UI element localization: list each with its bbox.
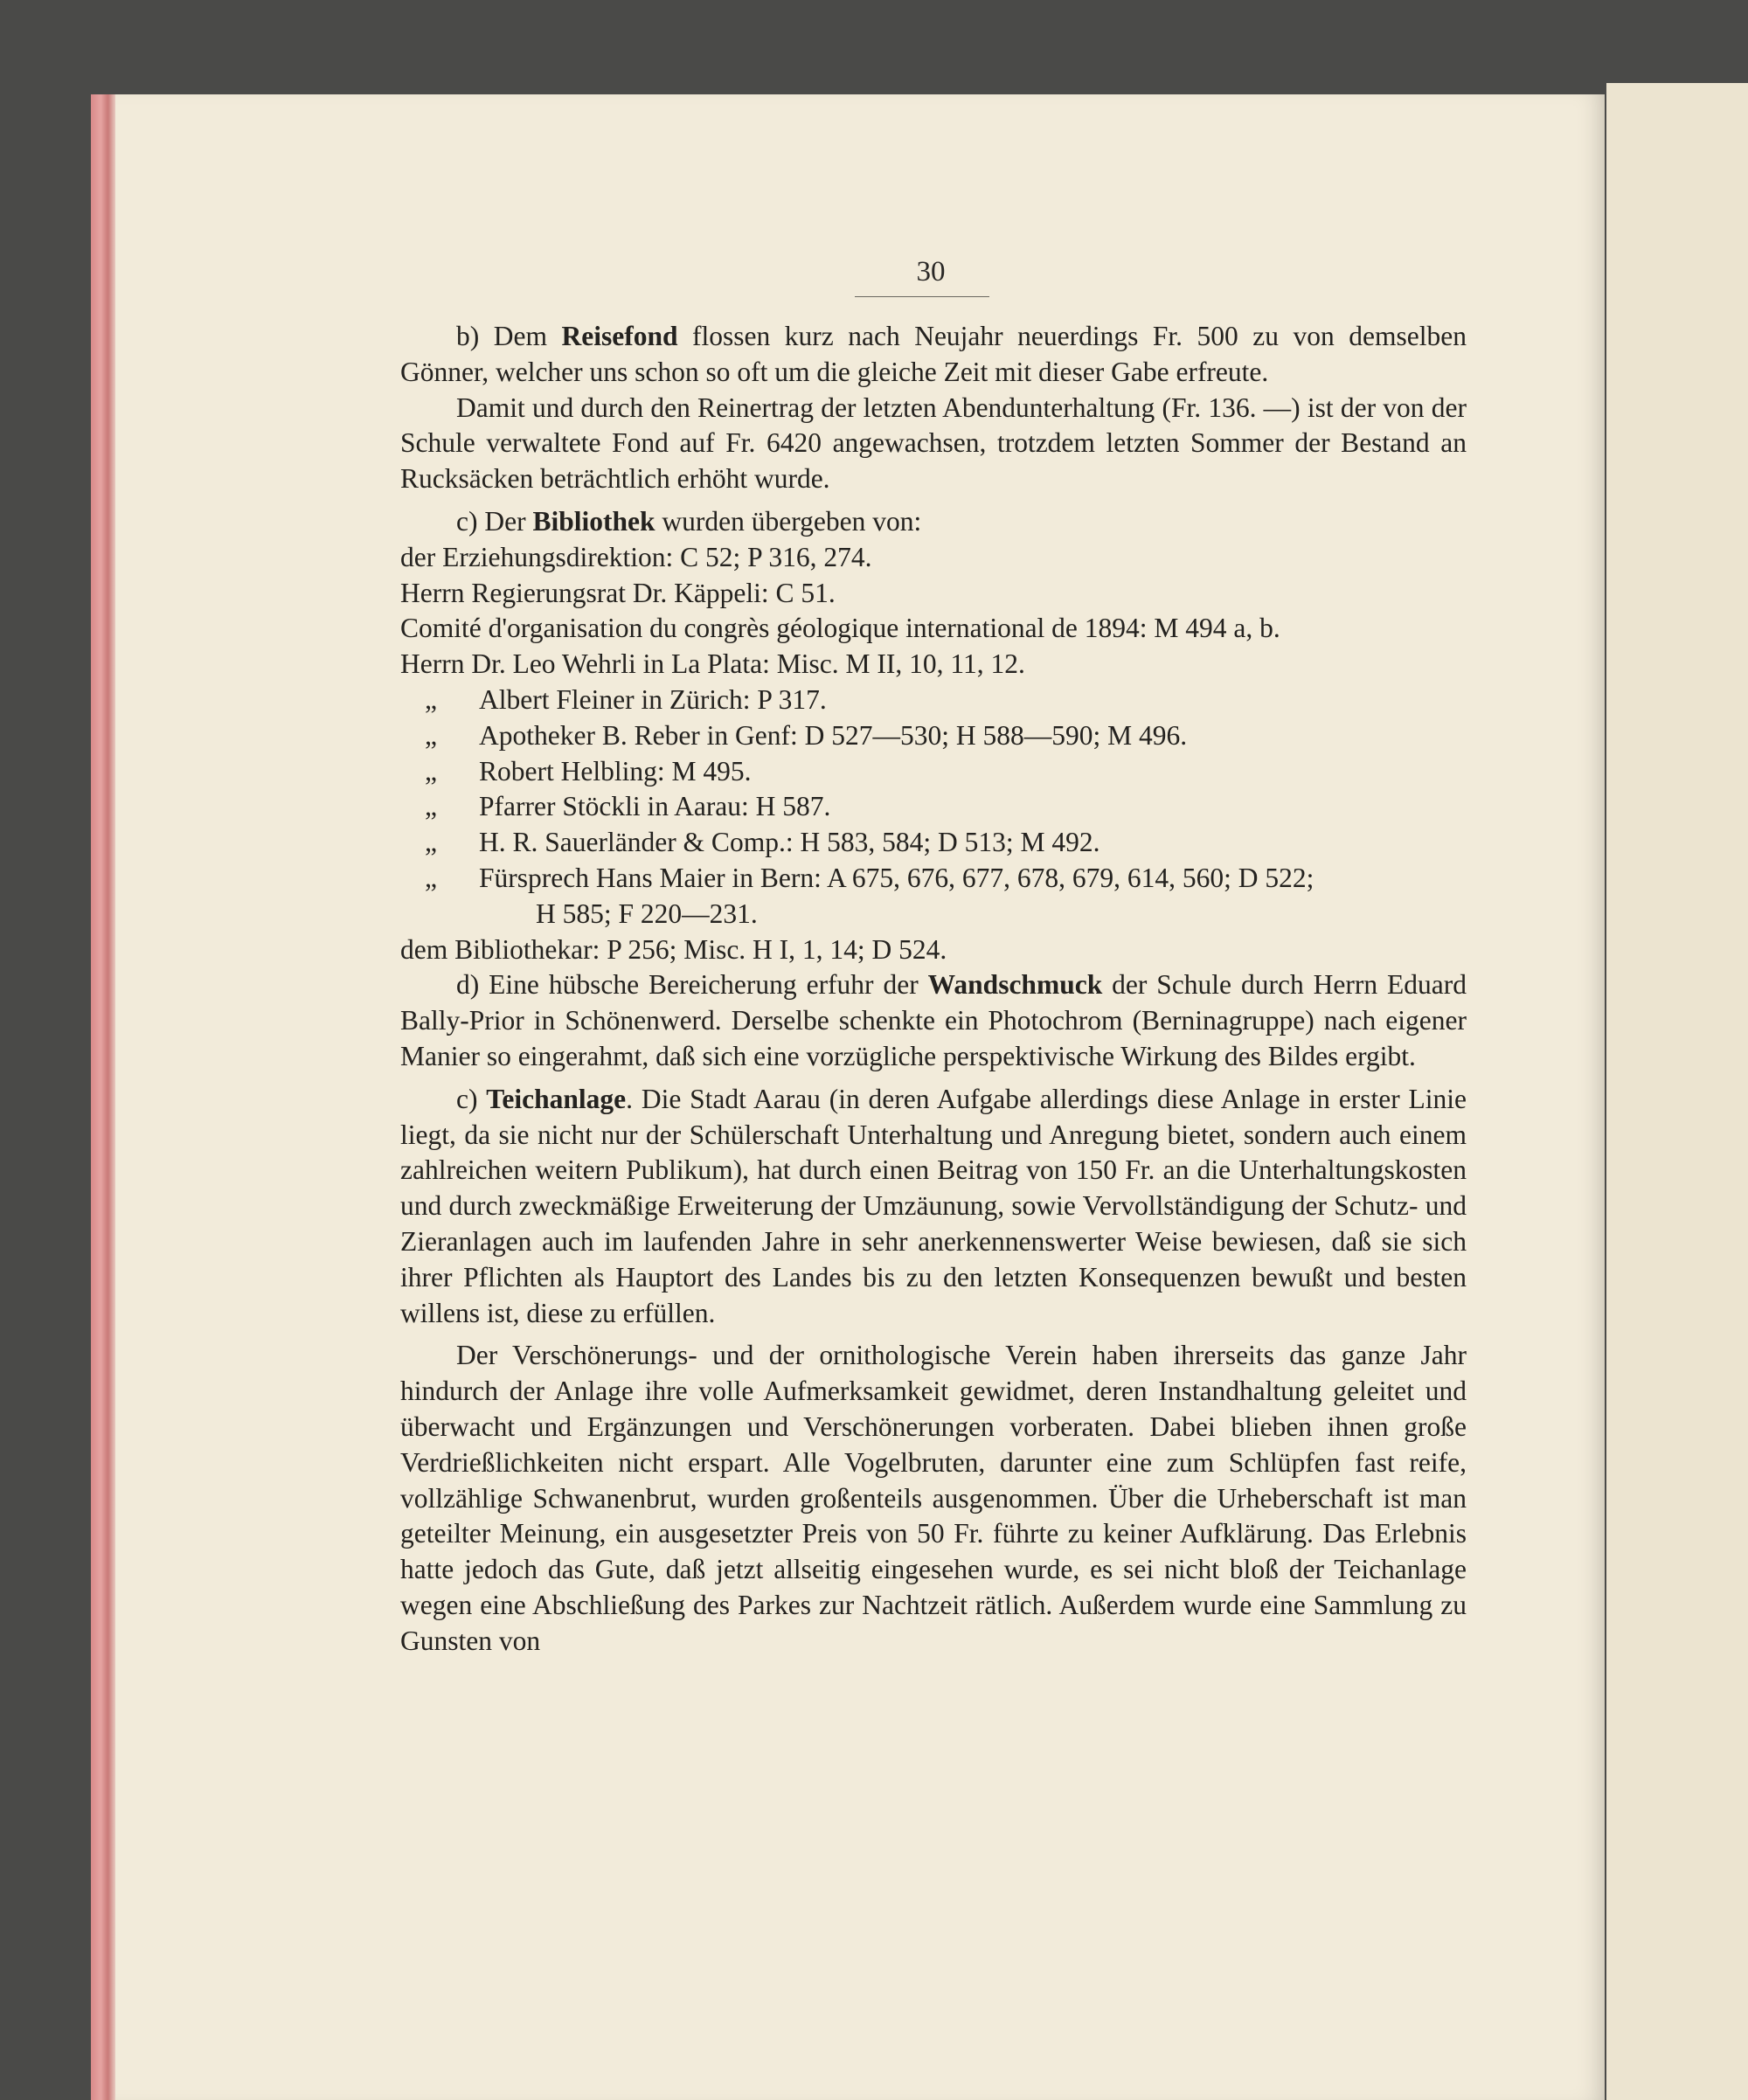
paragraph-vereine: Der Verschönerungs- und der ornithologische Verein haben ihrerseits das ganze Jahr hindurch der Anlage ihre volle Aufmerksamkeit gewidmet, deren Instandhaltung geleitet und überwacht und Ergänzungen und Verschönerungen vorberaten. Dabei blieben ihnen große Verdrießlichkeiten nicht erspart. Alle Vogelbruten, darunter eine zum Schlüpfen fast reife, vollzählige Schwanenbrut, wurden großenteils ausgenommen. Über die Urheberschaft ist man geteilter Meinung, ein ausgesetzter Preis von 50 Fr. führte zu keiner Aufklärung. Das Erlebnis hatte jedoch das Gute, daß jetzt allseitig eingesehen wurde, es sei nicht bloß der Teichanlage wegen eine Abschließung des Parkes zur Nachtzeit rätlich. Außerdem wurde eine Sammlung zu Gunsten von: [400, 1340, 1467, 1656]
paragraph-bibliothek: c) Der Bibliothek wurden übergeben von:: [456, 505, 922, 537]
body-text: [400, 319, 1467, 1659]
paragraph-reisefond: b) Dem Reisefond flossen kurz nach Neujahr neuerdings Fr. 500 zu von demselben Gönner, welcher uns schon so oft um die gleiche Zeit mit dieser Gabe erfreute.: [400, 321, 1467, 387]
ditto-mark: „: [425, 827, 437, 858]
paragraph-fond: Damit und durch den Reinertrag der letzten Abendunterhaltung (Fr. 136. —) ist der von der Schule verwaltete Fond auf Fr. 6420 angewachsen, trotzdem letzten Sommer der Bestand an Rucksäcken beträchtlich erhöht wurde.: [400, 392, 1467, 495]
donor-ditto-entry: „ Albert Fleiner in Zürich: P 317.: [400, 683, 1467, 718]
donor-line: Herrn Regierungsrat Dr. Käppeli: C 51.: [400, 577, 836, 608]
donor-line: dem Bibliothekar: P 256; Misc. H I, 1, 14; D 524.: [400, 933, 947, 965]
donor-line: der Erziehungsdirektion: C 52; P 316, 274.: [400, 541, 872, 572]
paragraph-teichanlage: c) Teichanlage. Die Stadt Aarau (in deren Aufgabe allerdings diese Anlage in erster Linie liegt, da sie nicht nur der Schülerschaft Unterhaltung und Anregung bietet, sondern auch einem zahlreichen weitern Publikum), hat durch einen Beitrag von 150 Fr. an die Unterhaltungskosten und durch zweckmäßige Erweiterung der Umzäunung, sowie Vervollständigung der Schutz- und Zieranlagen auch im laufenden Jahre in sehr anerkennenswerter Weise bewiesen, daß sie sich ihrer Pflichten als Hauptort des Landes bis zu den letzten Konsequenzen bewußt und besten willens ist, diese zu erfüllen.: [400, 1083, 1467, 1328]
donor-ditto-entry: „ Fürsprech Hans Maier in Bern: A 675, 676, 677, 678, 679, 614, 560; D 522; H 585; F 220—231.: [400, 861, 1467, 932]
entry-continuation: H 585; F 220—231.: [536, 898, 758, 929]
donor-line: Herrn Dr. Leo Wehrli in La Plata: Misc. M II, 10, 11, 12.: [400, 648, 1025, 680]
ditto-mark: „: [425, 791, 437, 822]
paragraph-wandschmuck: d) Eine hübsche Bereicherung erfuhr der Wandschmuck der Schule durch Herrn Eduard Bally-Prior in Schönenwerd. Derselbe schenkte ein Photochrom (Berninagruppe) nach eigener Manier so eingerahmt, daß sich eine vorzügliche perspektivische Wirkung des Bildes ergibt.: [400, 969, 1467, 1071]
header-rule: [855, 296, 989, 297]
ditto-mark: „: [425, 719, 437, 751]
donor-line: Comité d'organisation du congrès géologique international de 1894: M 494 a, b.: [400, 613, 1280, 644]
donor-ditto-entry: „ H. R. Sauerländer & Comp.: H 583, 584; D 513; M 492.: [400, 825, 1467, 861]
page-number: 30: [916, 256, 946, 288]
keyword-teichanlage: Teichanlage: [486, 1083, 627, 1114]
keyword-bibliothek: Bibliothek: [532, 505, 656, 537]
ditto-mark: „: [425, 755, 437, 787]
ditto-mark: „: [425, 862, 437, 893]
keyword-wandschmuck: Wandschmuck: [927, 969, 1103, 1001]
donor-ditto-entry: „ Apotheker B. Reber in Genf: D 527—530; H 588—590; M 496.: [400, 718, 1467, 754]
keyword-reisefond: Reisefond: [561, 321, 678, 351]
ditto-mark: „: [425, 683, 437, 715]
donor-ditto-entry: „ Robert Helbling: M 495.: [400, 754, 1467, 790]
donor-ditto-entry: „ Pfarrer Stöckli in Aarau: H 587.: [400, 789, 1467, 825]
page-edge-red: [91, 94, 115, 2100]
facing-page-edge: [1606, 83, 1748, 2100]
